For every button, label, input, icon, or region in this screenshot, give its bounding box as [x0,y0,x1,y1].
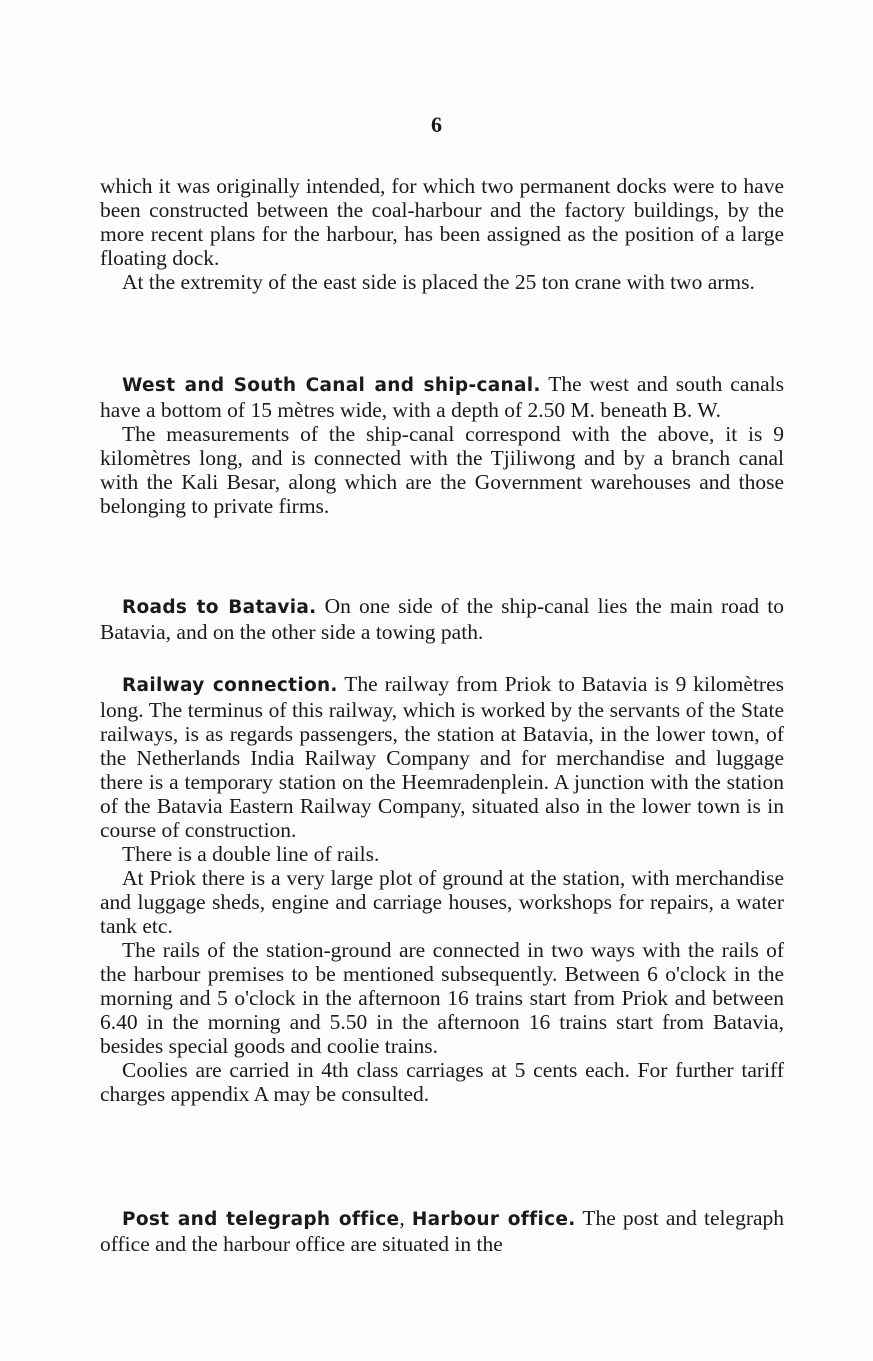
canal-heading: West and South Canal and ship-canal. [122,375,541,396]
canal-paragraph-1 [100,372,784,422]
post-heading-a: Post and telegraph office [122,1209,400,1230]
post-paragraph-1 [100,1206,784,1256]
page-number: 6 [431,112,442,137]
railway-paragraph-5: Coolies are carried in 4th class carriages at 5 cents each. For further tariff charges appendix A may be consulted. [100,1058,784,1106]
canal-section [100,372,784,518]
post-section [100,1206,784,1256]
railway-section [100,672,784,1106]
intro-paragraph-1: which it was originally intended, for which two permanent docks were to have been constructed between the coal-harbour and the factory buildings, by the more recent plans for the harbour, has been assigned as the position of a large floating dock. [100,174,784,270]
roads-paragraph-1-text: On one side of the ship-canal lies the main road to Batavia, and on the other side a towing path. [100,594,784,644]
roads-heading: Roads to Batavia. [122,597,317,618]
post-paragraph-1-text: The post and telegraph office and the harbour office are situated in the [100,1206,785,1256]
railway-heading: Railway connection. [122,675,338,696]
intro-paragraph-2: At the extremity of the east side is placed the 25 ton crane with two arms. [122,270,755,294]
railway-paragraph-3: At Priok there is a very large plot of ground at the station, with merchandise and luggage sheds, engine and carriage houses, workshops for repairs, a water tank etc. [100,866,784,938]
canal-paragraph-2: The measurements of the ship-canal correspond with the above, it is 9 kilomètres long, and is connected with the Tjiliwong and by a branch canal with the Kali Besar, along which are the Government warehouses and those belonging to private firms. [100,422,784,518]
roads-paragraph-1 [100,594,784,644]
post-heading-separator: , [399,1206,412,1230]
railway-paragraph-4: The rails of the station-ground are connected in two ways with the rails of the harbour premises to be mentioned subsequently. Between 6 o'clock in the morning and 5 o'clock in the afternoon 16 trains start from Priok and between 6.40 in the morning and 5.50 in the afternoon 16 trains start from Batavia, besides special goods and coolie trains. [100,938,784,1058]
canal-paragraph-1-text: The west and south canals have a bottom of 15 mètres wide, with a depth of 2.50 M. beneath B. W. [100,372,784,422]
railway-paragraph-2: There is a double line of rails. [122,842,380,866]
roads-section [100,594,784,644]
railway-paragraph-1 [100,672,784,842]
post-heading-b: Harbour office. [411,1209,576,1230]
intro-section [100,174,784,294]
railway-paragraph-1-text: The railway from Priok to Batavia is 9 kilomètres long. The terminus of this railway, which is worked by the servants of the State railways, is as regards passengers, the station at Batavia, in the lower town, of the Netherlands India Railway Company and for merchandise and luggage there is a temporary station on the Heemradenplein. A junction with the station of the Batavia Eastern Railway Company, situated also in the lower town is in course of construction. [100,672,784,842]
